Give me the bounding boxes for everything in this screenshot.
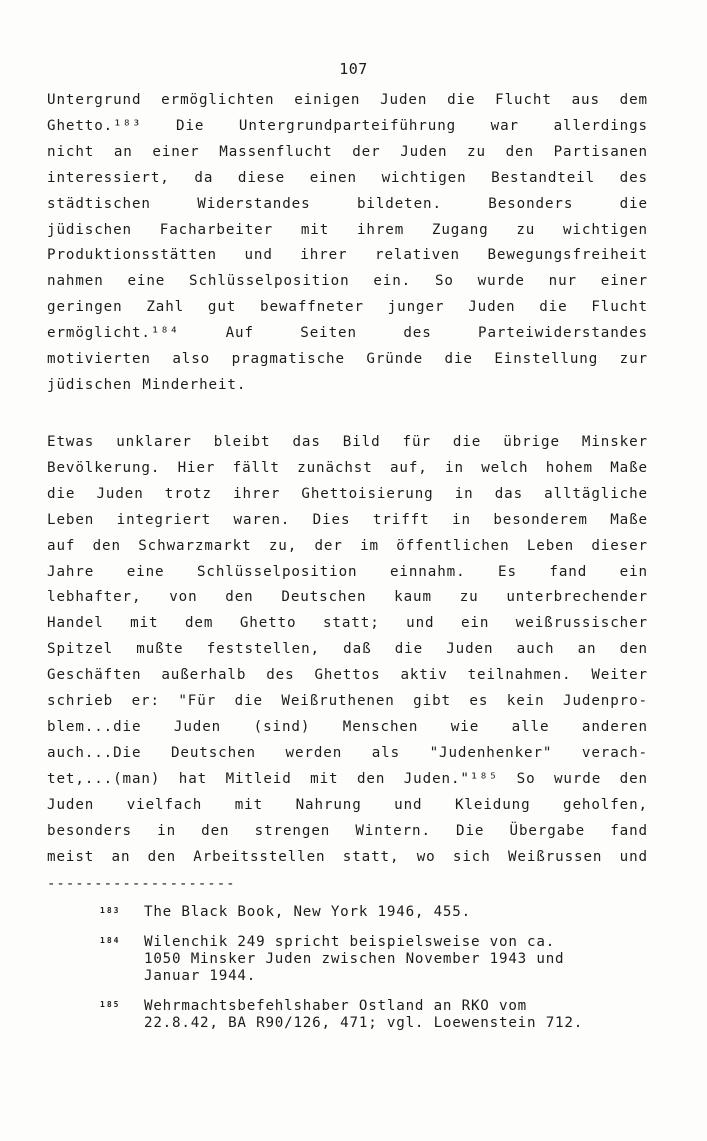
footnote-number: 185 (100, 1000, 121, 1009)
footnote-number: 183 (100, 906, 121, 915)
paragraph-1 (47, 88, 648, 399)
text-line: nahmen eine Schlüsselposition ein. So wurde nur einer (47, 273, 648, 290)
text-line: nicht an einer Massenflucht der Juden zu den Partisanen (47, 143, 648, 160)
text-line: die Juden trotz ihrer Ghettoisierung in das alltägliche (47, 485, 648, 502)
text-line: jüdischen Facharbeiter mit ihrem Zugang zu wichtigen (47, 221, 648, 238)
footnote-text (144, 904, 660, 921)
footnote-separator: -------------------- (47, 876, 236, 892)
footnote-185 (100, 998, 660, 1032)
text-line: Produktionsstätten und ihrer relativen Bewegungsfreiheit (47, 247, 648, 264)
text-line: auf den Schwarzmarkt zu, der im öffentlichen Leben dieser (47, 537, 648, 554)
text-line: Jahre eine Schlüsselposition einnahm. Es fand ein (47, 563, 648, 580)
footnote-text (144, 934, 660, 985)
paragraph-2 (47, 430, 648, 870)
text-line: auch...Die Deutschen werden als "Judenhenker" verach- (47, 744, 648, 761)
page-number: 107 (339, 60, 368, 78)
footnote-line: Wehrmachtsbefehlshaber Ostland an RKO vom (144, 998, 528, 1014)
footnote-line: The Black Book, New York 1946, 455. (144, 904, 471, 920)
text-line: interessiert, da diese einen wichtigen Bestandteil des (47, 169, 648, 186)
text-line: lebhafter, von den Deutschen kaum zu unterbrechender (47, 589, 648, 606)
footnotes (100, 904, 660, 1045)
footnote-line: Wilenchik 249 spricht beispielsweise von ca. (144, 934, 556, 950)
text-line: schrieb er: "Für die Weißruthenen gibt es kein Judenpro- (47, 693, 648, 710)
footnote-183 (100, 904, 660, 921)
footnote-line: Januar 1944. (144, 968, 257, 984)
text-line: Bevölkerung. Hier fällt zunächst auf, in welch hohem Maße (47, 459, 648, 476)
text-line: meist an den Arbeitsstellen statt, wo sich Weißrussen und (47, 848, 648, 865)
text-line: ermöglicht.¹⁸⁴ Auf Seiten des Parteiwiderstandes (47, 325, 648, 342)
footnote-line: 22.8.42, BA R90/126, 471; vgl. Loewenstein 712. (144, 1015, 584, 1031)
text-line: motivierten also pragmatische Gründe die Einstellung zur (47, 351, 648, 368)
text-line: Juden vielfach mit Nahrung und Kleidung geholfen, (47, 796, 648, 813)
text-line: tet,...(man) hat Mitleid mit den Juden."¹⁸⁵ So wurde den (47, 770, 648, 787)
text-line: Leben integriert waren. Dies trifft in besonderem Maße (47, 511, 648, 528)
text-line: Geschäften außerhalb des Ghettos aktiv teilnahmen. Weiter (47, 667, 648, 684)
footnote-number: 184 (100, 936, 121, 945)
text-line: jüdischen Minderheit. (47, 376, 247, 393)
text-line: geringen Zahl gut bewaffneter junger Juden die Flucht (47, 299, 648, 316)
text-line: blem...die Juden (sind) Menschen wie alle anderen (47, 718, 648, 735)
text-line: Ghetto.¹⁸³ Die Untergrundparteiführung war allerdings (47, 117, 648, 134)
text-line: Untergrund ermöglichten einigen Juden die Flucht aus dem (47, 92, 648, 108)
text-line: Handel mit dem Ghetto statt; und ein weißrussischer (47, 615, 648, 632)
text-line: Spitzel mußte feststellen, daß die Juden auch an den (47, 641, 648, 658)
text-line: städtischen Widerstandes bildeten. Besonders die (47, 195, 648, 212)
footnote-line: 1050 Minsker Juden zwischen November 1943 und (144, 951, 565, 967)
text-line: Etwas unklarer bleibt das Bild für die übrige Minsker (47, 434, 648, 450)
footnote-184 (100, 934, 660, 985)
footnote-text (144, 998, 660, 1032)
text-line: besonders in den strengen Wintern. Die Übergabe fand (47, 822, 648, 839)
